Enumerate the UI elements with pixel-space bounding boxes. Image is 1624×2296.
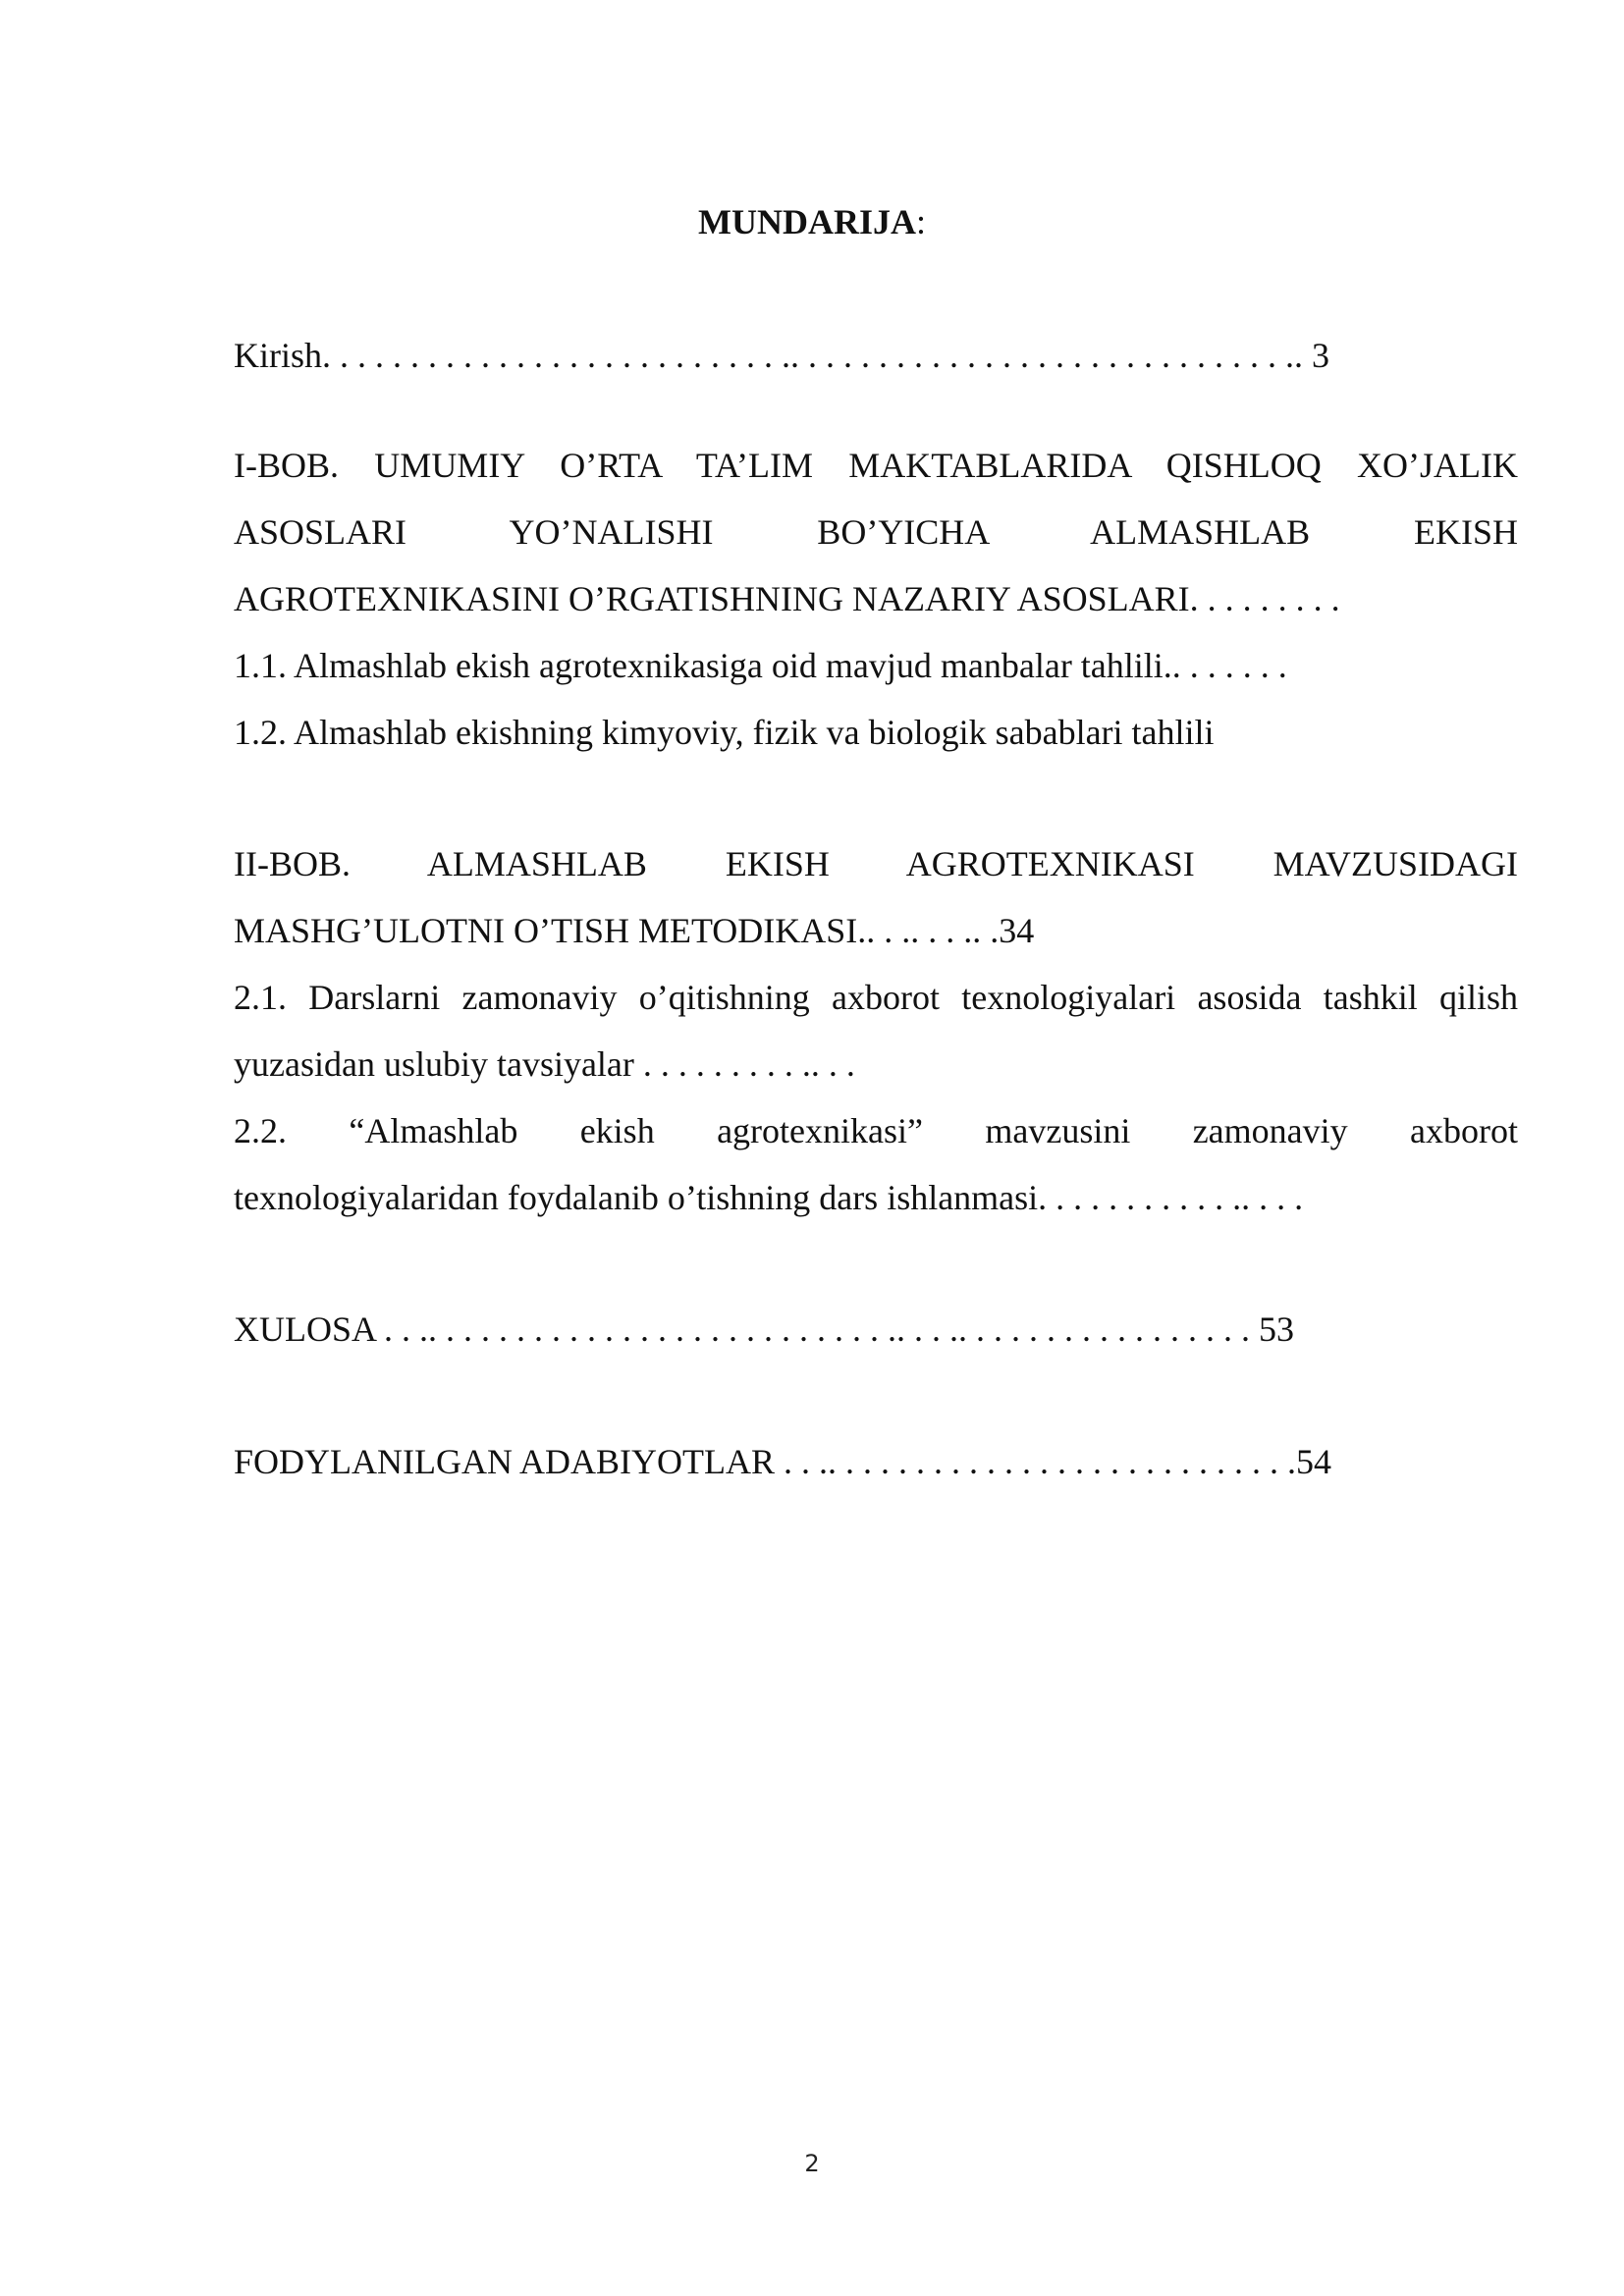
toc-chapter-1-line-1: I-BOB. UMUMIY O’RTA TA’LIM MAKTABLARIDA QISHLOQ XO’JALIK: [234, 446, 1518, 485]
page-number: 2: [804, 2150, 820, 2177]
toc-chapter-2-line-2: MASHG’ULOTNI O’TISH METODIKASI.. . .. . . .. .34: [234, 911, 1035, 950]
toc-section-2-2-line-1: 2.2. “Almashlab ekish agrotexnikasi” mavzusini zamonaviy axborot: [234, 1111, 1518, 1150]
toc-entry-chapter-1: [234, 432, 1518, 766]
toc-section-1-1: 1.1. Almashlab ekish agrotexnikasiga oid mavjud manbalar tahlili.. . . . . . .: [234, 646, 1287, 685]
toc-entry-kirish: [234, 322, 1518, 389]
toc-section-2-1-line-2: yuzasidan uslubiy tavsiyalar . . . . . . . . . .. . .: [234, 1044, 855, 1084]
toc-entry-chapter-2: [234, 830, 1518, 1231]
toc-entry-xulosa: [234, 1296, 1518, 1362]
toc-xulosa-text: XULOSA . . .. . . . . . . . . . . . . . . . . . . . . . . . . . .. . . .. . . . . . . . . . . . . . . . . 53: [234, 1309, 1295, 1349]
toc-section-1-2: 1.2. Almashlab ekishning kimyoviy, fizik va biologik sabablari tahlili: [234, 713, 1215, 752]
toc-kirish-text: Kirish. . . . . . . . . . . . . . . . . . . . . . . . . . .. . . . . . . . . . . . . . . . . . . . . . . . . . . . .. 3: [234, 336, 1329, 375]
toc-section-2-2-line-2: texnologiyalaridan foydalanib o’tishning dars ishlanmasi. . . . . . . . . . . .. . . .: [234, 1178, 1304, 1217]
toc-chapter-2-line-1: II-BOB. ALMASHLAB EKISH AGROTEXNIKASI MAVZUSIDAGI: [234, 844, 1518, 883]
page-title: [0, 196, 1624, 247]
toc-entry-adabiyotlar: [234, 1428, 1518, 1495]
toc-chapter-1-line-3: AGROTEXNIKASINI O’RGATISHNING NAZARIY ASOSLARI. . . . . . . . .: [234, 579, 1340, 618]
toc-adabiyotlar-text: FODYLANILGAN ADABIYOTLAR . . .. . . . . . . . . . . . . . . . . . . . . . . . . . .54: [234, 1442, 1331, 1481]
page-title-suffix: :: [915, 202, 926, 241]
page-title-bold: MUNDARIJA: [698, 202, 916, 241]
toc-section-2-1-line-1: 2.1. Darslarni zamonaviy o’qitishning axborot texnologiyalari asosida tashkil qilish: [234, 978, 1518, 1017]
toc-chapter-1-line-2: ASOSLARI YO’NALISHI BO’YICHA ALMASHLAB EKISH: [234, 512, 1518, 552]
